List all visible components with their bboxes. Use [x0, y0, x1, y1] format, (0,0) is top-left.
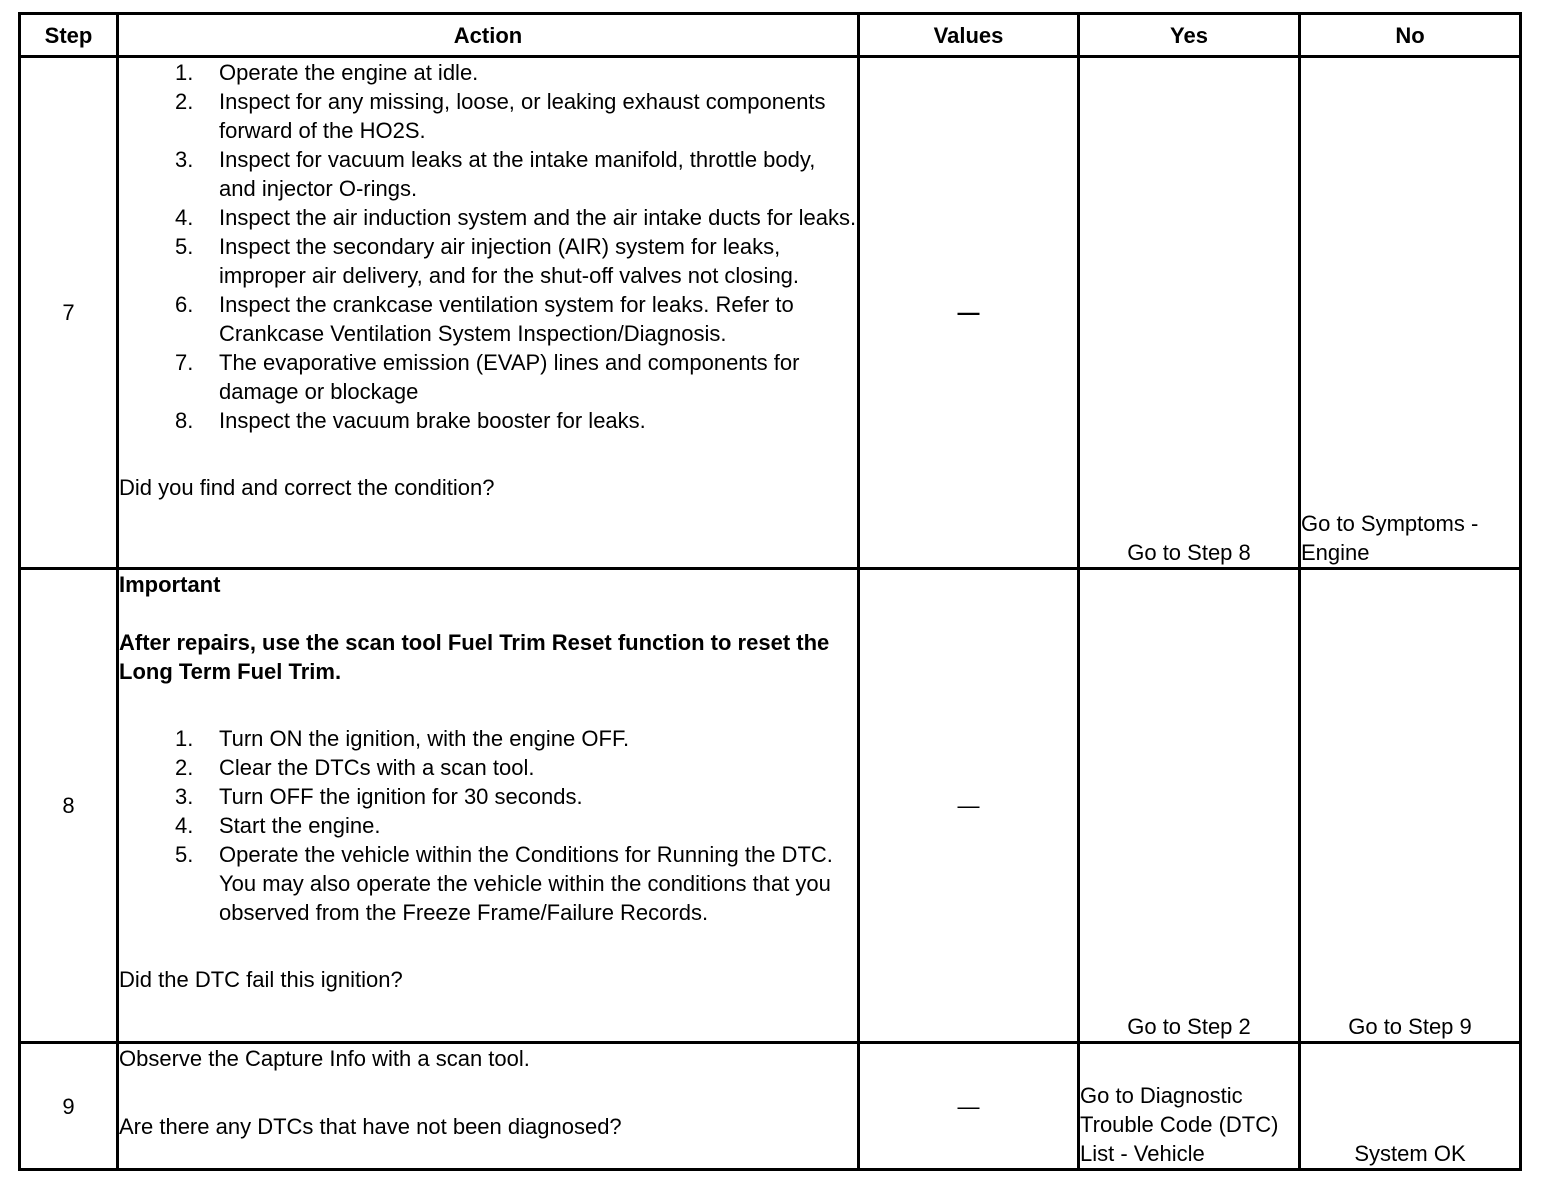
list-item: 1. Operate the engine at idle.: [175, 60, 479, 85]
list-item: 6. Inspect the crankcase ventilation system for leaks. Refer to Crankcase Ventilation System Inspection/Diagnosis.: [175, 292, 794, 346]
action-question: Did you find and correct the condition?: [119, 475, 495, 500]
yes-cell: Go to Diagnostic Trouble Code (DTC) List - Vehicle: [1079, 1043, 1300, 1170]
yes-cell: Go to Step 8: [1079, 57, 1300, 569]
list-item: 2. Inspect for any missing, loose, or leaking exhaust components forward of the HO2S.: [175, 89, 826, 143]
values-dash: —: [957, 300, 980, 325]
step-number: 7: [20, 57, 118, 569]
table-row-step-8: [20, 569, 1521, 1043]
action-cell: [118, 57, 859, 569]
diagnostic-table: [18, 12, 1522, 1171]
header-values: Values: [859, 14, 1079, 57]
values-cell: [859, 57, 1079, 569]
list-item: 2. Clear the DTCs with a scan tool.: [175, 755, 535, 780]
values-cell: [859, 569, 1079, 1043]
list-item: 3. Inspect for vacuum leaks at the intake manifold, throttle body, and injector O-rings.: [175, 147, 816, 201]
action-question: Are there any DTCs that have not been diagnosed?: [119, 1114, 622, 1139]
step-number: 9: [20, 1043, 118, 1170]
yes-cell: Go to Step 2: [1079, 569, 1300, 1043]
list-item: 1. Turn ON the ignition, with the engine OFF.: [175, 726, 630, 751]
header-no: No: [1300, 14, 1521, 57]
values-dash: —: [957, 1093, 980, 1119]
action-question: Did the DTC fail this ignition?: [119, 967, 403, 992]
list-item: 5. Inspect the secondary air injection (AIR) system for leaks, improper air delivery, and for the shut-off valves not closing.: [175, 234, 800, 288]
values-dash: —: [957, 793, 980, 818]
list-item: 3. Turn OFF the ignition for 30 seconds.: [175, 784, 583, 809]
action-list: [119, 58, 857, 435]
values-cell: [859, 1043, 1079, 1170]
action-instruction: Observe the Capture Info with a scan tool.: [119, 1046, 530, 1071]
list-item: 4. Inspect the air induction system and the air intake ducts for leaks.: [175, 205, 857, 230]
action-cell: [118, 1043, 859, 1170]
no-cell: System OK: [1300, 1043, 1521, 1170]
action-list: [119, 724, 857, 927]
table-row-step-9: [20, 1043, 1521, 1170]
header-row: [20, 14, 1521, 57]
step-number: 8: [20, 569, 118, 1043]
table-row-step-7: [20, 57, 1521, 569]
list-item: 4. Start the engine.: [175, 813, 381, 838]
header-step: Step: [20, 14, 118, 57]
no-cell: Go to Symptoms - Engine: [1300, 57, 1521, 569]
list-item: 8. Inspect the vacuum brake booster for leaks.: [175, 408, 646, 433]
no-cell: Go to Step 9: [1300, 569, 1521, 1043]
header-yes: Yes: [1079, 14, 1300, 57]
important-text: After repairs, use the scan tool Fuel Trim Reset function to reset the Long Term Fuel Trim.: [119, 630, 830, 684]
important-label: Important: [119, 572, 221, 597]
header-action: Action: [118, 14, 859, 57]
list-item: 7. The evaporative emission (EVAP) lines and components for damage or blockage: [175, 350, 800, 404]
action-cell: [118, 569, 859, 1043]
list-item: 5. Operate the vehicle within the Conditions for Running the DTC. You may also operate the vehicle within the conditions that you observed from the Freeze Frame/Failure Records.: [175, 842, 833, 925]
